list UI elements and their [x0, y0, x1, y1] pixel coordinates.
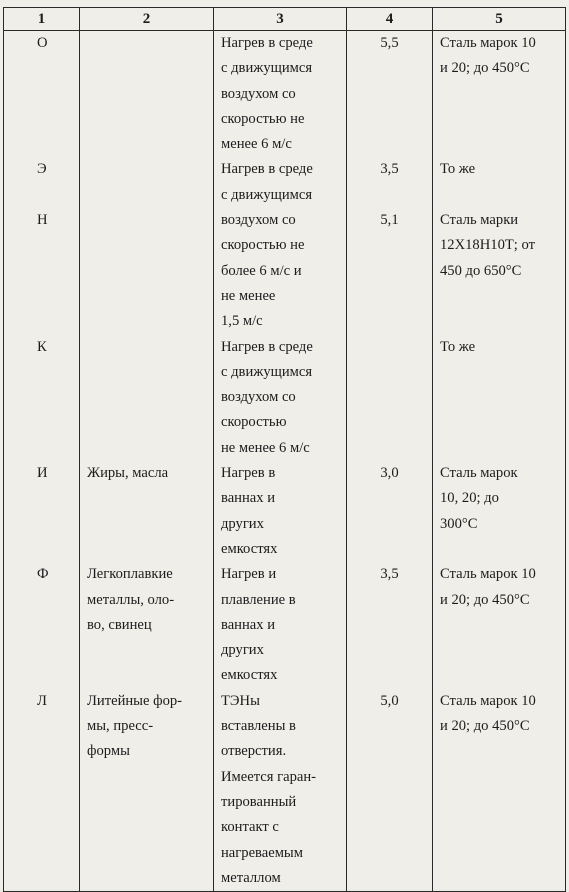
operating-conditions-line: скоростью не	[221, 237, 305, 254]
operating-conditions-line: Нагрев в среде	[221, 161, 313, 178]
cell-designation	[4, 461, 80, 562]
cell-heated-medium	[80, 208, 214, 335]
operating-conditions-line: воздухом со	[221, 389, 296, 406]
cell-power-density	[347, 208, 433, 335]
operating-conditions-line: не менее 6 м/с	[221, 439, 310, 456]
heated-medium-line: Литейные фор-	[87, 692, 183, 709]
power-density-value: 3,0	[380, 465, 399, 482]
column-header-4: 4	[347, 8, 433, 31]
table-row	[4, 157, 566, 208]
operating-conditions-line: тированный	[221, 793, 297, 810]
operating-conditions-line: скоростью не	[221, 110, 305, 127]
sheath-material-line: 300°С	[440, 515, 478, 532]
cell-operating-conditions	[214, 689, 347, 892]
cell-operating-conditions	[214, 461, 347, 562]
cell-designation	[4, 31, 80, 158]
operating-conditions-line: Нагрев в	[221, 465, 276, 482]
heated-medium-line: во, свинец	[87, 616, 152, 633]
operating-conditions-line: нагреваемым	[221, 844, 303, 861]
power-density-value: 5,5	[380, 35, 399, 51]
cell-sheath-material	[433, 689, 566, 892]
operating-conditions-line: вставлены в	[221, 718, 296, 735]
operating-conditions-line: ваннах и	[221, 490, 276, 507]
designation-letter: К	[37, 338, 47, 355]
cell-sheath-material	[433, 335, 566, 462]
cell-power-density	[347, 157, 433, 208]
table-row	[4, 31, 566, 158]
cell-heated-medium	[80, 562, 214, 689]
sheath-material-line: То же	[440, 161, 476, 178]
cell-power-density	[347, 562, 433, 689]
operating-conditions-line: воздухом со	[221, 212, 296, 229]
operating-conditions-line: Имеется гаран-	[221, 768, 317, 785]
cell-heated-medium	[80, 461, 214, 562]
sheath-material-line: 12Х18Н10Т; от	[440, 237, 535, 254]
sheath-material-line: 450 до 650°С	[440, 262, 522, 279]
sheath-material-line: Сталь марки	[440, 212, 519, 229]
operating-conditions-line: менее 6 м/с	[221, 136, 292, 153]
sheath-material-line: Сталь марок 10	[440, 35, 536, 51]
operating-conditions-line: с движущимся	[221, 186, 313, 203]
operating-conditions-line: емкостях	[221, 667, 278, 684]
operating-conditions-line: отверстия.	[221, 743, 287, 760]
cell-heated-medium	[80, 31, 214, 158]
column-header-5: 5	[433, 8, 566, 31]
sheath-material-line: То же	[440, 338, 476, 355]
sheath-material-line: и 20; до 450°С	[440, 60, 530, 77]
cell-designation	[4, 335, 80, 462]
sheath-material-line: Сталь марок	[440, 465, 518, 482]
cell-heated-medium	[80, 157, 214, 208]
cell-sheath-material	[433, 461, 566, 562]
cell-designation	[4, 562, 80, 689]
cell-designation	[4, 689, 80, 892]
operating-conditions-line: Нагрев в среде	[221, 338, 313, 355]
operating-conditions-line: более 6 м/с и	[221, 262, 302, 279]
operating-conditions-line: Нагрев и	[221, 566, 277, 583]
heated-medium-line: Легкоплавкие	[87, 566, 173, 583]
cell-sheath-material	[433, 157, 566, 208]
cell-operating-conditions	[214, 31, 347, 158]
cell-heated-medium	[80, 335, 214, 462]
specification-table	[3, 7, 566, 892]
operating-conditions-line: 1,5 м/с	[221, 313, 263, 330]
sheath-material-line: 10, 20; до	[440, 490, 499, 507]
designation-letter: Л	[37, 692, 47, 709]
designation-letter: Н	[37, 212, 48, 229]
operating-conditions-line: воздухом со	[221, 85, 296, 102]
cell-operating-conditions	[214, 335, 347, 462]
header-row	[4, 8, 566, 31]
heated-medium-line: формы	[87, 743, 130, 760]
power-density-value: 5,1	[380, 212, 399, 229]
table-row	[4, 562, 566, 689]
operating-conditions-line: контакт с	[221, 819, 279, 836]
designation-letter: О	[37, 35, 48, 51]
operating-conditions-line: не менее	[221, 287, 276, 304]
sheath-material-line: Сталь марок 10	[440, 566, 536, 583]
cell-designation	[4, 208, 80, 335]
cell-operating-conditions	[214, 208, 347, 335]
operating-conditions-line: ТЭНы	[221, 692, 260, 709]
column-header-3: 3	[214, 8, 347, 31]
cell-heated-medium	[80, 689, 214, 892]
operating-conditions-line: емкостях	[221, 540, 278, 557]
cell-operating-conditions	[214, 562, 347, 689]
heated-medium-line: Жиры, масла	[87, 465, 169, 482]
operating-conditions-line: металлом	[221, 869, 281, 886]
table-row	[4, 335, 566, 462]
operating-conditions-line: ваннах и	[221, 616, 276, 633]
table-row	[4, 689, 566, 892]
designation-letter: Э	[37, 161, 47, 178]
cell-power-density	[347, 335, 433, 462]
operating-conditions-line: плавление в	[221, 591, 296, 608]
heated-medium-line: мы, пресс-	[87, 718, 154, 735]
sheath-material-line: и 20; до 450°С	[440, 591, 530, 608]
sheath-material-line: и 20; до 450°С	[440, 718, 530, 735]
designation-letter: И	[37, 465, 48, 482]
power-density-value: 3,5	[380, 566, 399, 583]
operating-conditions-line: с движущимся	[221, 363, 313, 380]
power-density-value: 5,0	[380, 692, 399, 709]
heated-medium-line: металлы, оло-	[87, 591, 175, 608]
operating-conditions-line: с движущимся	[221, 60, 313, 77]
operating-conditions-line: других	[221, 642, 264, 659]
cell-sheath-material	[433, 562, 566, 689]
table-body	[4, 31, 566, 892]
cell-power-density	[347, 31, 433, 158]
power-density-value: 3,5	[380, 161, 399, 178]
column-header-2: 2	[80, 8, 214, 31]
table-row	[4, 208, 566, 335]
cell-power-density	[347, 461, 433, 562]
cell-designation	[4, 157, 80, 208]
cell-sheath-material	[433, 31, 566, 158]
operating-conditions-line: Нагрев в среде	[221, 35, 313, 51]
operating-conditions-line: других	[221, 515, 264, 532]
cell-power-density	[347, 689, 433, 892]
designation-letter: Ф	[37, 566, 49, 583]
table-row	[4, 461, 566, 562]
operating-conditions-line: скоростью	[221, 414, 287, 431]
cell-operating-conditions	[214, 157, 347, 208]
sheath-material-line: Сталь марок 10	[440, 692, 536, 709]
cell-sheath-material	[433, 208, 566, 335]
column-header-1: 1	[4, 8, 80, 31]
